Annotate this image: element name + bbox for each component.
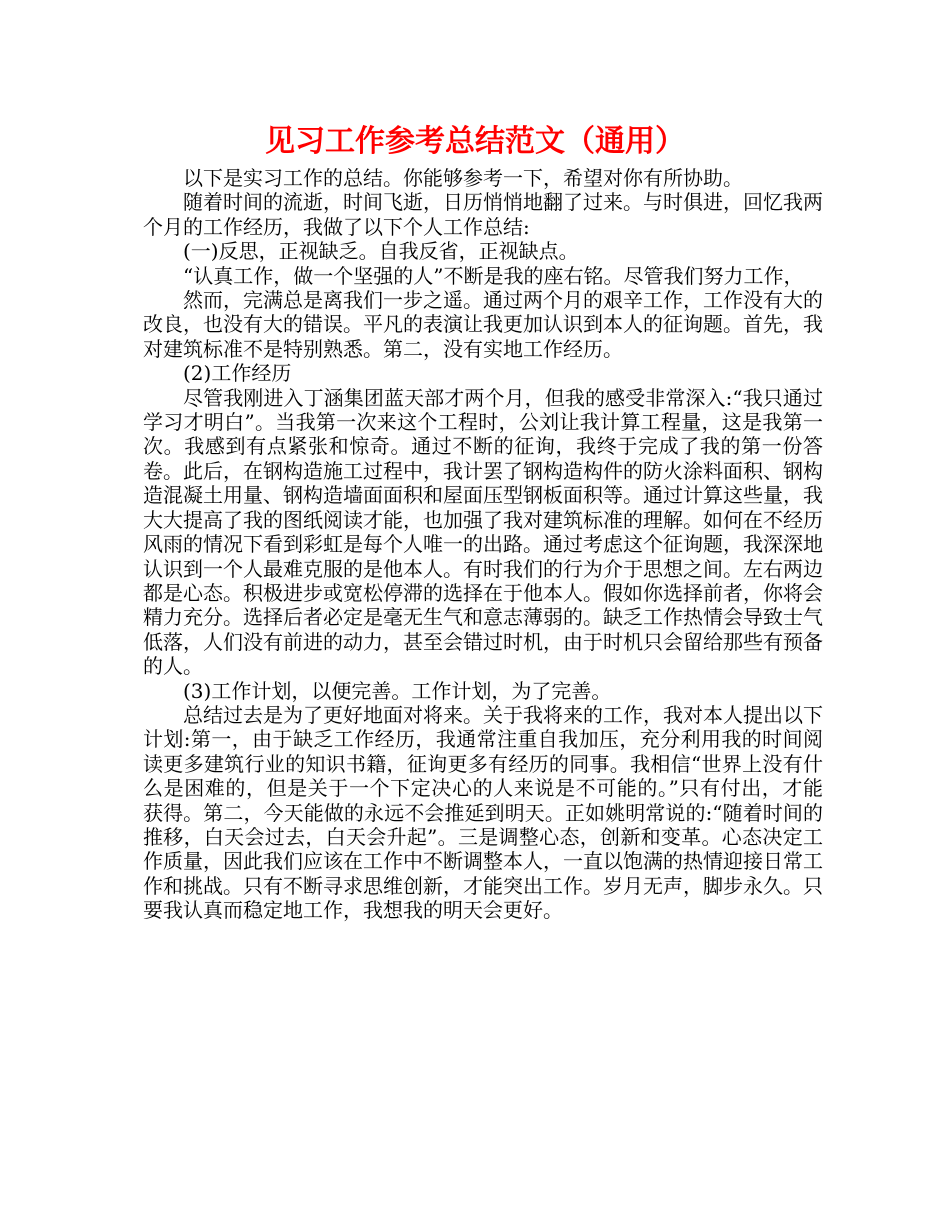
paragraph-opening: 随着时间的流逝，时间飞逝，日历悄悄地翻了过来。与时俱进，回忆我两个月的工作经历，我做了以下个人工作总结: xyxy=(143,190,823,239)
paragraph-plan: 总结过去是为了更好地面对将来。关于我将来的工作，我对本人提出以下计划:第一，由于缺乏工作经历，我通常注重自我加压，充分利用我的时间阅读更多建筑行业的知识书籍，征询更多有经历的同事。我相信“世界上没有什么是困难的，但是关于一个下定决心的人来说是不可能的。”只有付出，才能获得。第二，今天能做的永远不会推延到明天。正如姚明常说的:“随着时间的推移，白天会过去，白天会升起”。三是调整心态，创新和变革。心态决定工作质量，因此我们应该在工作中不断调整本人，一直以饱满的热情迎接日常工作和挑战。只有不断寻求思维创新，才能突出工作。岁月无声，脚步永久。只要我认真而稳定地工作，我想我的明天会更好。 xyxy=(143,702,823,923)
document-body xyxy=(143,166,823,923)
paragraph-motto: “认真工作，做一个坚强的人”不断是我的座右铭。尽管我们努力工作， xyxy=(183,263,804,288)
paragraph-section-3-heading: (3)工作计划，以便完善。工作计划，为了完善。 xyxy=(183,678,612,703)
paragraph-reflection: 然而，完满总是离我们一步之遥。通过两个月的艰辛工作，工作没有大的改良，也没有大的错误。平凡的表演让我更加认识到本人的征询题。首先，我对建筑标准不是特别熟悉。第二，没有实地工作经历。 xyxy=(143,288,823,361)
paragraph-section-1-heading: (一)反思，正视缺乏。自我反省，正视缺点。 xyxy=(183,239,579,264)
paragraph-section-2-heading: (2)工作经历 xyxy=(183,361,292,386)
paragraph-intro: 以下是实习工作的总结。你能够参考一下，希望对你有所协助。 xyxy=(183,166,743,190)
paragraph-experience: 尽管我刚进入丁涵集团蓝天部才两个月，但我的感受非常深入:“我只通过学习才明白”。当我第一次来这个工程时，公刘让我计算工程量，这是我第一次。我感到有点紧张和惊奇。通过不断的征询，我终于完成了我的第一份答卷。此后，在钢构造施工过程中，我计罢了钢构造构件的防火涂料面积、钢构造混凝土用量、钢构造墙面面积和屋面压型钢板面积等。通过计算这些量，我大大提高了我的图纸阅读才能，也加强了我对建筑标准的理解。如何在不经历风雨的情况下看到彩虹是每个人唯一的出路。通过考虑这个征询题，我深深地认识到一个人最难克服的是他本人。有时我们的行为介于思想之间。左右两边都是心态。积极进步或宽松停滞的选择在于他本人。假如你选择前者，你将会精力充分。选择后者必定是毫无生气和意志薄弱的。缺乏工作热情会导致士气低落，人们没有前进的动力，甚至会错过时机，由于时机只会留给那些有预备的人。 xyxy=(143,385,823,679)
document-title: 见习工作参考总结范文（通用） xyxy=(265,124,685,159)
